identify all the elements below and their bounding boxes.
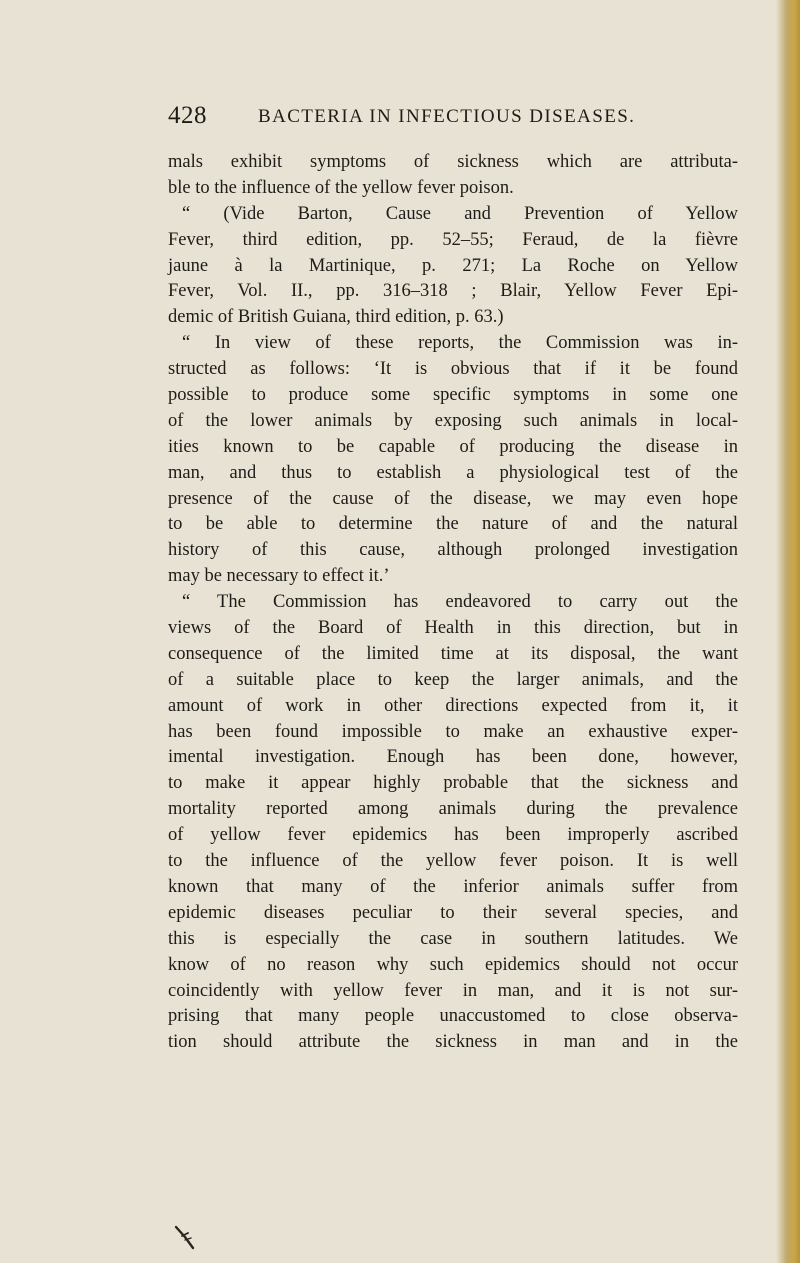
- text-line: structed as follows: ‘It is obvious that if it be found: [168, 359, 738, 380]
- text-line: to be able to determine the nature of and the natural: [168, 514, 738, 535]
- text-line: amount of work in other directions expected from it, it: [168, 695, 738, 716]
- page-number: 428: [168, 102, 207, 129]
- text-line: tion should attribute the sickness in man and in the: [168, 1032, 738, 1053]
- text-line: of a suitable place to keep the larger animals, and the: [168, 669, 738, 690]
- text-line: Fever, third edition, pp. 52–55; Feraud, de la fièvre: [168, 229, 738, 250]
- text-line: ble to the influence of the yellow fever poison.: [168, 177, 514, 198]
- text-line: “ In view of these reports, the Commission was in-: [182, 333, 738, 354]
- text-line: views of the Board of Health in this direction, but in: [168, 618, 738, 639]
- text-line: “ (Vide Barton, Cause and Prevention of Yellow: [182, 203, 738, 224]
- text-line: jaune à la Martinique, p. 271; La Roche on Yellow: [168, 255, 738, 276]
- text-line: imental investigation. Enough has been done, however,: [168, 747, 738, 768]
- text-line: man, and thus to establish a physiological test of the: [168, 462, 738, 483]
- text-line: demic of British Guiana, third edition, p. 63.): [168, 307, 504, 328]
- text-line: ities known to be capable of producing the disease in: [168, 436, 738, 457]
- text-line: know of no reason why such epidemics should not occur: [168, 954, 738, 975]
- text-line: mals exhibit symptoms of sickness which are attributa-: [168, 152, 738, 172]
- text-line: to the influence of the yellow fever poison. It is well: [168, 851, 738, 872]
- text-line: presence of the cause of the disease, we may even hope: [168, 488, 738, 509]
- text-line: Fever, Vol. II., pp. 316–318 ; Blair, Yellow Fever Epi-: [168, 281, 738, 302]
- text-line: coincidently with yellow fever in man, and it is not sur-: [168, 980, 738, 1001]
- text-line: mortality reported among animals during the prevalence: [168, 799, 738, 820]
- text-line: prising that many people unaccustomed to close observa-: [168, 1006, 738, 1027]
- page-header: [168, 100, 728, 132]
- text-line: known that many of the inferior animals suffer from: [168, 876, 738, 897]
- text-line: to make it appear highly probable that the sickness and: [168, 773, 738, 794]
- text-line: may be necessary to effect it.’: [168, 566, 390, 587]
- page-edge-shadow: [776, 0, 800, 1263]
- text-line: of the lower animals by exposing such animals in local-: [168, 410, 738, 431]
- ink-mark-icon: [173, 1224, 197, 1250]
- text-line: has been found impossible to make an exhaustive exper-: [168, 721, 738, 742]
- text-line: “ The Commission has endeavored to carry out the: [182, 592, 738, 613]
- text-line: epidemic diseases peculiar to their several species, and: [168, 902, 738, 923]
- text-line: history of this cause, although prolonged investigation: [168, 540, 738, 561]
- text-line: this is especially the case in southern latitudes. We: [168, 928, 738, 949]
- body-text: [168, 150, 738, 1056]
- text-line: possible to produce some specific symptoms in some one: [168, 385, 738, 406]
- text-line: of yellow fever epidemics has been improperly ascribed: [168, 825, 738, 846]
- running-title: BACTERIA IN INFECTIOUS DISEASES.: [258, 106, 636, 127]
- text-line: consequence of the limited time at its disposal, the want: [168, 643, 738, 664]
